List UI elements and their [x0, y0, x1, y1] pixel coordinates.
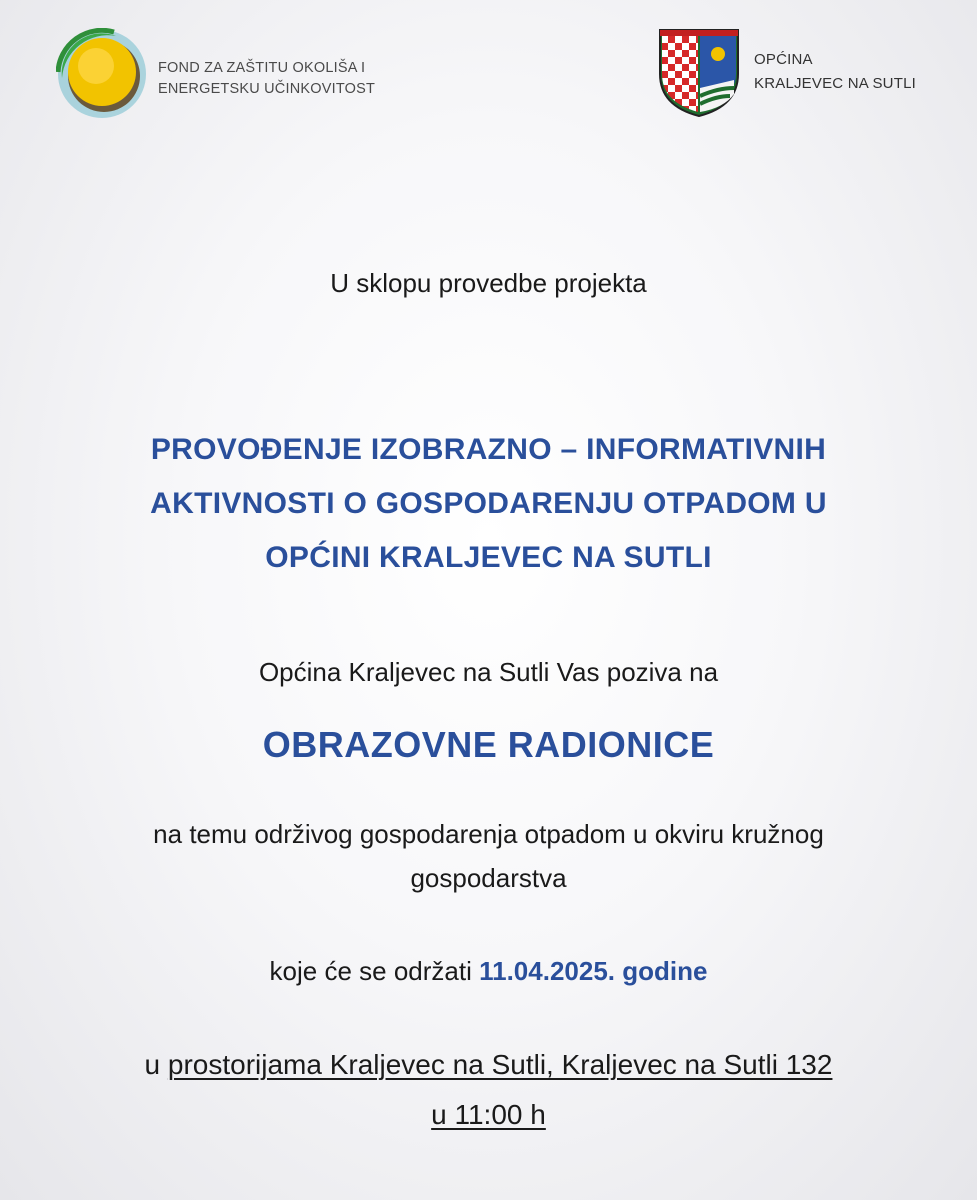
project-title-line1: PROVOĐENJE IZOBRAZNO – INFORMATIVNIH: [150, 433, 827, 466]
municipality-name: [754, 48, 916, 96]
topic-line1: na temu održivog gospodarenja otpadom u okviru kružnog: [153, 819, 824, 849]
location-prefix: u: [144, 1049, 168, 1080]
municipality-crest-icon: [654, 22, 744, 118]
header: [0, 0, 977, 140]
event-date: 11.04.2025. godine: [479, 956, 708, 986]
intro-text: U sklopu provedbe projekta: [330, 268, 647, 298]
location-value: prostorijama Kraljevec na Sutli, Kraljevec na Sutli 132: [167, 1049, 833, 1080]
fund-name-line1: FOND ZA ZAŠTITU OKOLIŠA I: [158, 60, 366, 76]
workshop-heading: OBRAZOVNE RADIONICE: [262, 724, 715, 765]
project-title: [0, 423, 977, 585]
project-title-line3: OPĆINI KRALJEVEC NA SUTLI: [265, 541, 712, 574]
topic-line2: gospodarstva: [410, 863, 567, 893]
municipality-line2: KRALJEVEC NA SUTLI: [754, 75, 916, 92]
municipality-line1: OPĆINA: [754, 51, 813, 68]
invite-text: Općina Kraljevec na Sutli Vas poziva na: [258, 657, 719, 687]
topic-text: [0, 812, 977, 900]
fund-logo-icon: [56, 28, 148, 120]
date-prefix: koje će se održati: [269, 956, 480, 986]
location-text: [0, 1040, 977, 1140]
date-text: [0, 956, 977, 987]
fund-name-line2: ENERGETSKU UČINKOVITOST: [158, 81, 376, 97]
event-time: u 11:00 h: [431, 1099, 546, 1130]
fund-name: [158, 58, 375, 100]
project-title-line2: AKTIVNOSTI O GOSPODARENJU OTPADOM U: [150, 487, 827, 520]
